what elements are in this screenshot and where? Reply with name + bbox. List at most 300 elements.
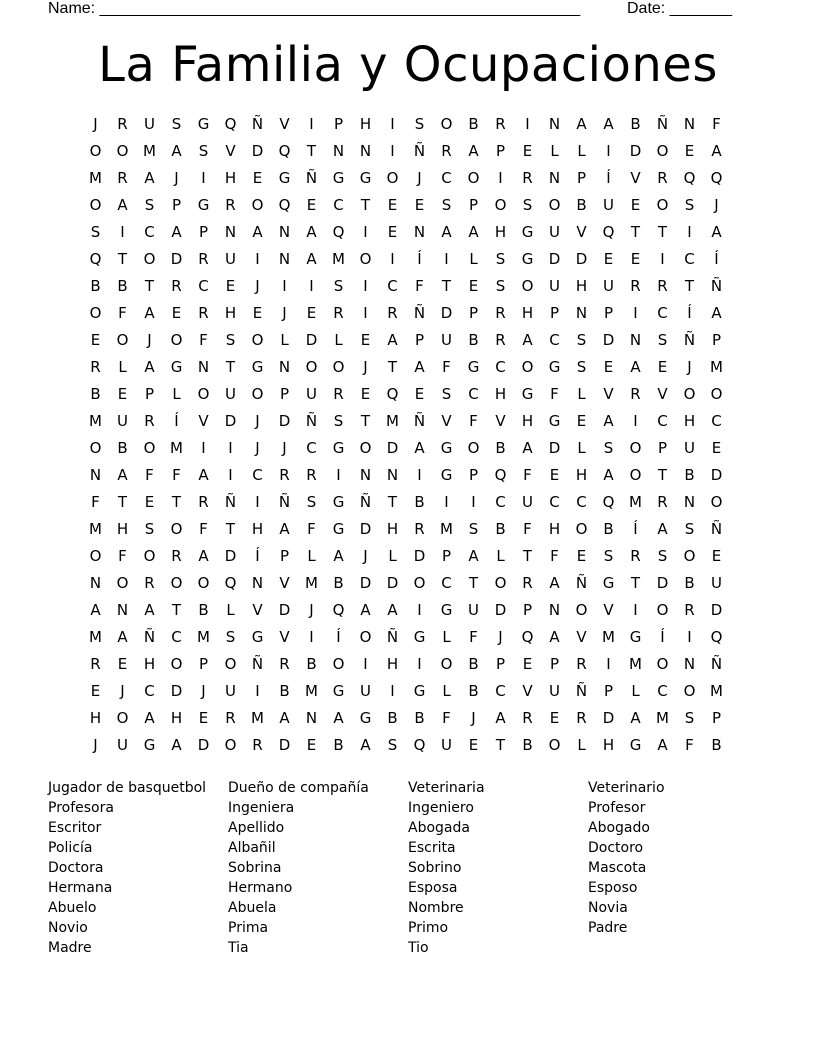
grid-letter: D — [548, 249, 561, 268]
grid-letter: R — [387, 303, 398, 322]
grid-letter: A — [306, 249, 317, 268]
grid-letter: T — [441, 276, 452, 295]
grid-letter: G — [413, 681, 426, 700]
grid-letter: O — [224, 735, 237, 754]
grid-letter: O — [494, 195, 507, 214]
grid-letter: M — [332, 249, 345, 268]
grid-letter: U — [549, 681, 560, 700]
grid-letter: P — [441, 546, 452, 565]
grid-letter: J — [174, 168, 179, 187]
grid-letter: C — [657, 303, 668, 322]
grid-letter: O — [89, 195, 102, 214]
grid-letter: R — [198, 492, 209, 511]
grid-letter: P — [333, 114, 344, 133]
grid-letter: A — [630, 357, 641, 376]
word-list-item: Jugador de basquetbol — [48, 780, 207, 796]
grid-letter: N — [413, 222, 426, 241]
grid-letter: Q — [224, 114, 237, 133]
grid-letter: G — [467, 357, 480, 376]
grid-letter: H — [143, 654, 156, 673]
grid-letter: F — [550, 546, 559, 565]
grid-letter: G — [332, 438, 345, 457]
grid-letter: V — [441, 411, 452, 430]
grid-letter: C — [144, 222, 155, 241]
grid-letter: N — [224, 222, 237, 241]
grid-letter: E — [387, 222, 398, 241]
grid-letter: O — [251, 330, 264, 349]
grid-letter: C — [576, 492, 587, 511]
grid-letter: D — [656, 573, 669, 592]
word-list-item: Ingeniero — [408, 800, 474, 816]
grid-letter: D — [440, 303, 453, 322]
grid-letter: R — [252, 735, 263, 754]
grid-letter: B — [414, 492, 425, 511]
grid-letter: S — [495, 276, 506, 295]
grid-letter: P — [711, 708, 722, 727]
grid-letter: B — [117, 276, 128, 295]
grid-letter: S — [657, 330, 668, 349]
grid-letter: Ñ — [710, 519, 723, 538]
grid-letter: T — [657, 465, 668, 484]
grid-letter: B — [387, 708, 398, 727]
grid-letter: T — [117, 492, 128, 511]
grid-letter: N — [629, 330, 642, 349]
grid-letter: P — [549, 303, 560, 322]
grid-letter: R — [630, 546, 641, 565]
grid-letter: E — [171, 303, 182, 322]
grid-letter: S — [684, 708, 695, 727]
grid-letter: O — [521, 357, 534, 376]
grid-letter: D — [548, 438, 561, 457]
grid-letter: F — [172, 465, 181, 484]
grid-letter: A — [306, 222, 317, 241]
grid-letter: J — [201, 681, 206, 700]
grid-letter: P — [549, 654, 560, 673]
grid-letter: O — [683, 384, 696, 403]
word-list-item: Profesora — [48, 800, 114, 816]
grid-letter: R — [414, 519, 425, 538]
grid-letter: L — [631, 681, 640, 700]
grid-letter: B — [306, 654, 317, 673]
grid-letter: R — [225, 708, 236, 727]
grid-letter: D — [278, 735, 291, 754]
word-list-item: Padre — [588, 920, 628, 936]
grid-letter: L — [388, 546, 397, 565]
grid-letter: D — [575, 249, 588, 268]
grid-letter: C — [657, 411, 668, 430]
word-list-item: Abuelo — [48, 900, 97, 916]
grid-letter: D — [224, 411, 237, 430]
word-list-item: Hermana — [48, 880, 113, 896]
grid-letter: U — [225, 249, 236, 268]
grid-letter: F — [145, 465, 154, 484]
grid-letter: O — [143, 438, 156, 457]
grid-letter: Ñ — [251, 114, 264, 133]
grid-letter: B — [711, 735, 722, 754]
grid-letter: E — [198, 708, 209, 727]
grid-letter: F — [199, 330, 208, 349]
grid-letter: G — [359, 708, 372, 727]
grid-letter: G — [143, 735, 156, 754]
grid-letter: O — [440, 654, 453, 673]
grid-letter: O — [359, 627, 372, 646]
grid-letter: B — [468, 114, 479, 133]
grid-letter: O — [143, 249, 156, 268]
grid-letter: R — [306, 465, 317, 484]
grid-letter: F — [523, 465, 532, 484]
grid-letter: F — [415, 276, 424, 295]
grid-letter: E — [144, 492, 155, 511]
grid-letter: Í — [255, 546, 260, 565]
grid-letter: M — [89, 168, 102, 187]
grid-letter: R — [144, 411, 155, 430]
grid-letter: T — [171, 600, 182, 619]
grid-letter: Q — [683, 168, 696, 187]
grid-letter: U — [603, 276, 614, 295]
grid-letter: O — [575, 519, 588, 538]
grid-letter: S — [90, 222, 101, 241]
grid-letter: E — [711, 438, 722, 457]
grid-letter: O — [143, 546, 156, 565]
grid-letter: U — [711, 573, 722, 592]
grid-letter: A — [711, 303, 722, 322]
date-field-label: Date: _______ — [627, 0, 732, 17]
grid-letter: H — [386, 654, 399, 673]
grid-letter: T — [387, 492, 398, 511]
grid-letter: S — [657, 546, 668, 565]
word-list-item: Tia — [228, 940, 249, 956]
grid-letter: E — [468, 735, 479, 754]
grid-letter: O — [710, 492, 723, 511]
grid-letter: Í — [417, 249, 422, 268]
grid-letter: P — [198, 654, 209, 673]
grid-letter: O — [548, 735, 561, 754]
grid-letter: N — [548, 168, 561, 187]
grid-letter: O — [116, 573, 129, 592]
grid-letter: L — [334, 330, 343, 349]
grid-letter: G — [332, 681, 345, 700]
grid-letter: Ñ — [710, 654, 723, 673]
grid-letter: L — [577, 735, 586, 754]
grid-letter: R — [333, 303, 344, 322]
grid-letter: U — [684, 438, 695, 457]
grid-letter: D — [386, 573, 399, 592]
grid-letter: P — [468, 465, 479, 484]
grid-letter: R — [576, 654, 587, 673]
grid-letter: R — [522, 708, 533, 727]
grid-letter: U — [117, 735, 128, 754]
grid-letter: Ñ — [305, 411, 318, 430]
grid-letter: N — [548, 600, 561, 619]
grid-letter: S — [441, 195, 452, 214]
grid-letter: O — [251, 195, 264, 214]
grid-letter: S — [603, 438, 614, 457]
grid-letter: M — [440, 519, 453, 538]
grid-letter: E — [468, 276, 479, 295]
word-list-item: Escritor — [48, 820, 102, 836]
word-list-item: Veterinaria — [408, 780, 485, 796]
grid-letter: I — [390, 681, 395, 700]
grid-letter: Í — [687, 303, 692, 322]
grid-letter: O — [116, 330, 129, 349]
grid-letter: S — [468, 519, 479, 538]
grid-letter: I — [444, 492, 449, 511]
grid-letter: Ñ — [656, 114, 669, 133]
word-list-item: Primo — [408, 920, 449, 936]
grid-letter: J — [282, 303, 287, 322]
grid-letter: A — [414, 357, 425, 376]
grid-letter: D — [170, 249, 183, 268]
grid-letter: Q — [386, 384, 399, 403]
grid-letter: Q — [224, 573, 237, 592]
grid-letter: A — [657, 519, 668, 538]
grid-letter: A — [333, 708, 344, 727]
grid-letter: J — [471, 708, 476, 727]
word-list-item: Abuela — [228, 900, 277, 916]
grid-letter: I — [633, 600, 638, 619]
grid-letter: M — [386, 411, 399, 430]
grid-letter: L — [577, 438, 586, 457]
grid-letter: I — [606, 654, 611, 673]
grid-letter: F — [469, 411, 478, 430]
grid-letter: I — [255, 492, 260, 511]
grid-letter: I — [255, 249, 260, 268]
grid-letter: J — [363, 357, 368, 376]
grid-letter: N — [548, 114, 561, 133]
grid-letter: I — [363, 222, 368, 241]
grid-letter: I — [660, 249, 665, 268]
word-list-item: Ingeniera — [228, 800, 295, 816]
grid-letter: Ñ — [359, 492, 372, 511]
grid-letter: V — [198, 411, 209, 430]
grid-letter: T — [468, 573, 479, 592]
grid-letter: U — [522, 492, 533, 511]
grid-letter: P — [144, 384, 155, 403]
grid-letter: A — [360, 735, 371, 754]
grid-letter: R — [279, 465, 290, 484]
grid-letter: P — [522, 600, 533, 619]
grid-letter: C — [495, 357, 506, 376]
grid-letter: R — [630, 384, 641, 403]
grid-letter: H — [359, 114, 372, 133]
grid-letter: O — [116, 141, 129, 160]
grid-letter: U — [441, 330, 452, 349]
grid-letter: U — [549, 222, 560, 241]
grid-letter: E — [252, 168, 263, 187]
grid-letter: O — [89, 438, 102, 457]
grid-letter: U — [144, 114, 155, 133]
word-list-item: Abogado — [588, 820, 650, 836]
grid-letter: E — [576, 546, 587, 565]
grid-letter: H — [224, 303, 237, 322]
grid-letter: H — [521, 411, 534, 430]
grid-letter: H — [116, 519, 129, 538]
grid-letter: D — [602, 708, 615, 727]
grid-letter: Ñ — [575, 681, 588, 700]
grid-letter: F — [442, 708, 451, 727]
grid-letter: A — [333, 546, 344, 565]
grid-letter: O — [386, 168, 399, 187]
grid-letter: M — [305, 573, 318, 592]
grid-letter: D — [710, 600, 723, 619]
grid-letter: H — [683, 411, 696, 430]
grid-letter: R — [333, 384, 344, 403]
grid-letter: F — [307, 519, 316, 538]
word-list-item: Veterinario — [588, 780, 665, 796]
grid-letter: B — [603, 519, 614, 538]
grid-letter: J — [255, 411, 260, 430]
grid-letter: A — [603, 465, 614, 484]
grid-letter: U — [225, 384, 236, 403]
grid-letter: M — [89, 627, 102, 646]
grid-letter: G — [251, 357, 264, 376]
grid-letter: M — [602, 627, 615, 646]
grid-letter: R — [495, 303, 506, 322]
grid-letter: F — [442, 357, 451, 376]
grid-letter: O — [413, 573, 426, 592]
grid-letter: M — [629, 492, 642, 511]
grid-letter: B — [117, 438, 128, 457]
grid-letter: O — [656, 600, 669, 619]
grid-letter: H — [494, 384, 507, 403]
grid-letter: E — [90, 681, 101, 700]
word-list-item: Profesor — [588, 800, 646, 816]
grid-letter: O — [332, 357, 345, 376]
grid-letter: H — [89, 708, 102, 727]
grid-letter: N — [683, 654, 696, 673]
grid-letter: O — [332, 654, 345, 673]
grid-letter: Í — [633, 519, 638, 538]
grid-letter: I — [363, 654, 368, 673]
grid-letter: S — [684, 195, 695, 214]
grid-letter: D — [251, 141, 264, 160]
grid-letter: I — [498, 168, 503, 187]
grid-letter: S — [225, 627, 236, 646]
grid-letter: Q — [89, 249, 102, 268]
grid-letter: L — [469, 249, 478, 268]
grid-letter: B — [630, 114, 641, 133]
grid-letter: N — [197, 357, 210, 376]
grid-letter: L — [118, 357, 127, 376]
grid-letter: J — [255, 438, 260, 457]
grid-letter: A — [144, 357, 155, 376]
grid-letter: D — [602, 330, 615, 349]
grid-letter: B — [522, 735, 533, 754]
grid-letter: D — [278, 600, 291, 619]
grid-letter: O — [170, 330, 183, 349]
grid-letter: T — [225, 357, 236, 376]
grid-letter: P — [495, 654, 506, 673]
grid-letter: H — [575, 465, 588, 484]
grid-letter: Ñ — [386, 627, 399, 646]
grid-letter: O — [440, 114, 453, 133]
grid-letter: V — [576, 627, 587, 646]
grid-letter: D — [710, 465, 723, 484]
grid-letter: O — [224, 654, 237, 673]
grid-letter: T — [225, 519, 236, 538]
grid-letter: G — [548, 411, 561, 430]
grid-letter: C — [252, 465, 263, 484]
grid-letter: Ñ — [710, 276, 723, 295]
grid-letter: E — [630, 195, 641, 214]
grid-letter: S — [522, 195, 533, 214]
grid-letter: A — [711, 141, 722, 160]
grid-letter: O — [494, 573, 507, 592]
grid-letter: G — [170, 357, 183, 376]
grid-letter: G — [332, 492, 345, 511]
grid-letter: V — [603, 600, 614, 619]
grid-letter: U — [603, 195, 614, 214]
grid-letter: O — [359, 438, 372, 457]
grid-letter: Q — [710, 168, 723, 187]
grid-letter: D — [413, 546, 426, 565]
grid-letter: N — [386, 465, 399, 484]
grid-letter: Q — [521, 627, 534, 646]
grid-letter: E — [522, 141, 533, 160]
grid-letter: G — [332, 168, 345, 187]
grid-letter: F — [550, 384, 559, 403]
grid-letter: L — [307, 546, 316, 565]
grid-letter: B — [468, 654, 479, 673]
grid-letter: B — [468, 681, 479, 700]
grid-letter: C — [495, 681, 506, 700]
grid-letter: I — [363, 276, 368, 295]
grid-letter: C — [441, 573, 452, 592]
grid-letter: O — [197, 384, 210, 403]
grid-letter: S — [333, 276, 344, 295]
grid-letter: A — [144, 708, 155, 727]
grid-letter: E — [603, 357, 614, 376]
grid-letter: E — [225, 276, 236, 295]
grid-letter: E — [360, 330, 371, 349]
grid-letter: S — [387, 735, 398, 754]
grid-letter: P — [657, 438, 668, 457]
grid-letter: H — [602, 735, 615, 754]
grid-letter: D — [305, 330, 318, 349]
grid-letter: H — [494, 222, 507, 241]
grid-letter: T — [657, 222, 668, 241]
grid-letter: M — [143, 141, 156, 160]
grid-letter: S — [495, 249, 506, 268]
grid-letter: L — [280, 330, 289, 349]
grid-letter: Ñ — [413, 141, 426, 160]
grid-letter: V — [630, 168, 641, 187]
grid-letter: I — [201, 168, 206, 187]
grid-letter: I — [309, 627, 314, 646]
grid-letter: R — [171, 276, 182, 295]
grid-letter: R — [198, 249, 209, 268]
grid-letter: Í — [606, 168, 611, 187]
grid-letter: R — [495, 114, 506, 133]
grid-letter: G — [278, 168, 291, 187]
grid-letter: N — [683, 114, 696, 133]
grid-letter: V — [495, 411, 506, 430]
grid-letter: A — [603, 411, 614, 430]
grid-letter: A — [657, 735, 668, 754]
grid-letter: L — [550, 141, 559, 160]
grid-letter: H — [170, 708, 183, 727]
grid-letter: P — [279, 546, 290, 565]
grid-letter: M — [710, 681, 723, 700]
grid-letter: H — [548, 519, 561, 538]
grid-letter: O — [197, 573, 210, 592]
grid-letter: E — [684, 141, 695, 160]
grid-letter: N — [359, 465, 372, 484]
grid-letter: O — [305, 357, 318, 376]
grid-letter: Q — [278, 141, 291, 160]
grid-letter: N — [575, 303, 588, 322]
word-list-item: Esposo — [588, 880, 638, 896]
